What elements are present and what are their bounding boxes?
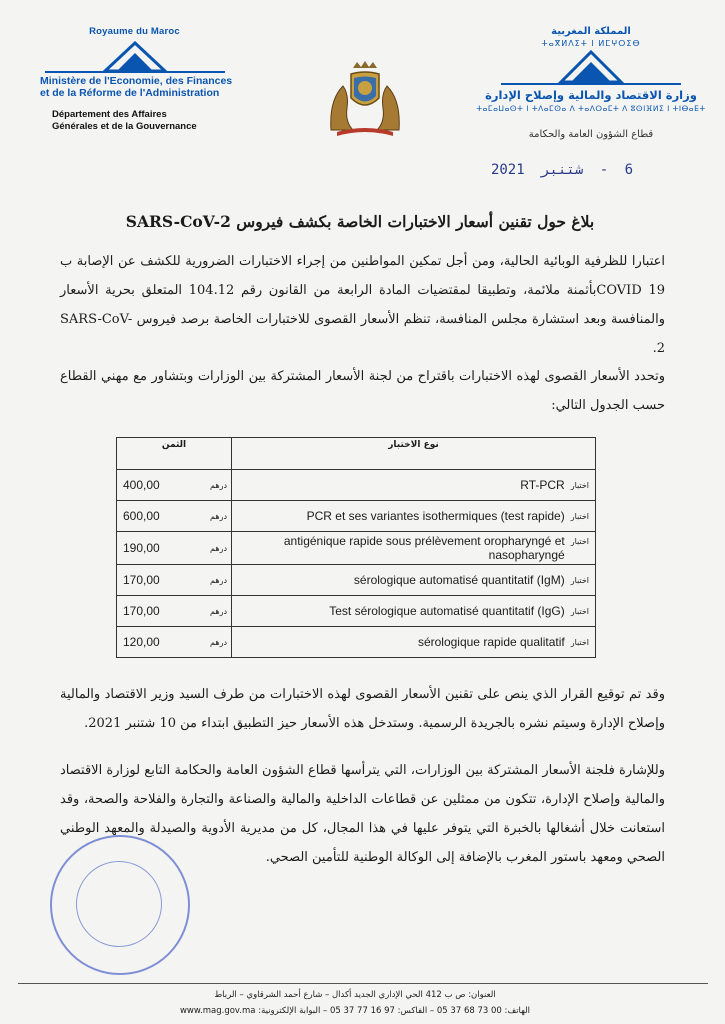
department-line-1: Département des Affaires <box>52 109 167 120</box>
test-cell <box>232 596 596 627</box>
department-name-ar: قطاع الشؤون العامة والحكامة <box>528 129 654 140</box>
test-prefix: اختبار <box>570 576 589 585</box>
test-name: sérologique automatisé quantitatif (IgM) <box>353 573 565 587</box>
price-table-row <box>117 627 596 658</box>
test-name: antigénique rapide sous prélèvement oropharyngé et nasopharyngé <box>283 534 565 562</box>
price-table-row <box>117 565 596 596</box>
price-cell <box>117 627 232 658</box>
price-table-row <box>117 501 596 532</box>
price-value: 170,00 <box>123 604 160 618</box>
ministry-line-1: Ministère de l'Economie, des Finances <box>40 75 233 87</box>
paragraph-decision: وقد تم توقيع القرار الذي ينص على تقنين الأسعار القصوى لهذه الاختبارات من طرف السيد وزير الاقتصاد والمالية وإصلاح الإدارة وسيتم نشره بالجريدة الرسمية. وستدخل هذه الأسعار حيز التطبيق ابتداء من 10 شتنبر 2021. <box>60 687 665 731</box>
kingdom-name-fr: Royaume du Maroc <box>89 26 180 37</box>
price-table-header-row <box>117 438 596 470</box>
footer-address: العنوان: ص ب 412 الحي الإداري الجديد أكدال – شارع أحمد الشرقاوي – الرباط <box>214 990 496 1000</box>
price-unit: درهم <box>210 606 227 616</box>
official-seal-stamp <box>50 835 190 975</box>
royal-coat-of-arms-icon <box>323 60 407 138</box>
paragraph-pricing: وتحدد الأسعار القصوى لهذه الاختبارات باقتراح من لجنة الأسعار المشتركة بين الوزارات وبتشاور مع مهني القطاع حسب الجدول التالي: <box>60 369 665 413</box>
test-prefix: اختبار <box>570 607 589 616</box>
test-name: Test sérologique automatisé quantitatif (IgG) <box>329 604 565 618</box>
price-value: 400,00 <box>123 478 160 492</box>
price-table-row <box>117 596 596 627</box>
price-unit: درهم <box>210 480 227 490</box>
price-unit: درهم <box>210 575 227 585</box>
price-unit: درهم <box>210 543 227 553</box>
footer-contact: الهاتف: 00 73 68 37 05 – الفاكس: 97 16 77 37 05 – البوابة الإلكترونية: www.mag.gov.ma <box>179 1006 531 1016</box>
test-cell <box>232 627 596 658</box>
price-unit: درهم <box>210 511 227 521</box>
department-name-fr <box>22 109 247 133</box>
price-cell <box>117 501 232 532</box>
ministry-logo-icon-ar <box>491 50 691 88</box>
test-cell <box>232 565 596 596</box>
price-table-row <box>117 470 596 501</box>
test-prefix: اختبار <box>570 638 589 647</box>
ministry-name-tifinagh: ⵜⴰⵎⴰⵡⴰⵙⵜ ⵏ ⵜⴷⴰⵎⵙⴰ ⴷ ⵜⴰⴷⵔⴰⵎⵜ ⴷ ⵓⵙⵏⴼⵍⵉ ⵏ ⵜⵏⴱⴰⴹⵜ <box>476 104 706 113</box>
test-cell <box>232 501 596 532</box>
price-unit: درهم <box>210 637 227 647</box>
ministry-line-2: et de la Réforme de l'Administration <box>40 87 220 99</box>
header-arabic <box>475 26 707 140</box>
test-prefix: اختبار <box>570 481 589 490</box>
paragraph-committee: وللإشارة فلجنة الأسعار المشتركة بين الوزارات، التي يترأسها قطاع الشؤون العامة والحكامة التابع لوزارة الاقتصاد والمالية وإصلاح الإدارة، تتكون من ممثلين عن قطاعات الداخلية والمالية والصناعة والتجارة والفلاحة والصحة، وقد استعانت خلال أشغالها بالخبرة التي يتوفر عليها في هذا المجال، كل من مديرية الأدوية والصيدلة والمعهد الوطني الصحي ومعهد باستور المغرب بالإضافة إلى الوكالة الوطنية للتأمين الصحي. <box>60 763 665 865</box>
test-cell <box>232 532 596 565</box>
test-cell <box>232 470 596 501</box>
header-french <box>22 26 247 133</box>
document-title: بلاغ حول تقنين أسعار الاختبارات الخاصة بكشف فيروس SARS-CoV-2 <box>125 212 595 231</box>
price-cell <box>117 596 232 627</box>
price-value: 600,00 <box>123 509 160 523</box>
kingdom-name-ar: المملكة المغربية <box>551 26 631 37</box>
price-cell <box>117 470 232 501</box>
price-table <box>116 437 596 658</box>
ministry-name-fr <box>22 75 247 99</box>
ministry-logo-icon <box>35 41 235 75</box>
date-stamp-day: 6 <box>624 162 633 178</box>
test-name: RT-PCR <box>520 478 565 492</box>
date-stamp: 6 - شتنبر 2021 <box>490 162 633 178</box>
date-stamp-month: شتنبر <box>541 162 584 178</box>
ministry-name-ar: وزارة الاقتصاد والمالية وإصلاح الإدارة <box>485 88 697 102</box>
price-cell <box>117 532 232 565</box>
paragraph-intro: اعتبارا للظرفية الوبائية الحالية، ومن أجل تمكين المواطنين من إجراء الاختبارات الضرورية للكشف عن الإصابة ب COVID 19بأثمنة ملائمة، وتطبيقا لمقتضيات المادة الرابعة من القانون رقم 104.12 المتعلق بحرية الأسعار والمنافسة وبعد استشارة مجلس المنافسة، تنظم الأسعار القصوى للاختبارات الخاصة برصد فيروس SARS-CoV-2. <box>60 254 665 356</box>
date-stamp-year: 2021 <box>490 162 525 178</box>
test-prefix: اختبار <box>570 537 589 546</box>
price-value: 190,00 <box>123 541 160 555</box>
price-table-row <box>117 532 596 565</box>
test-prefix: اختبار <box>570 512 589 521</box>
test-column-header: نوع الاختبار <box>232 438 596 470</box>
price-cell <box>117 565 232 596</box>
department-line-2: Générales et de la Gouvernance <box>52 121 197 132</box>
test-name: PCR et ses variantes isothermiques (test rapide) <box>306 509 565 523</box>
price-value: 120,00 <box>123 635 160 649</box>
kingdom-name-tifinagh: ⵜⴰⴳⵍⴷⵉⵜ ⵏ ⵍⵎⵖⵔⵉⴱ <box>541 39 641 48</box>
price-value: 170,00 <box>123 573 160 587</box>
test-name: sérologique rapide qualitatif <box>417 635 565 649</box>
price-table-body <box>117 470 596 658</box>
official-seal-inner-ring <box>76 861 162 947</box>
price-column-header: الثمن <box>117 438 232 470</box>
footer-divider <box>18 983 708 984</box>
